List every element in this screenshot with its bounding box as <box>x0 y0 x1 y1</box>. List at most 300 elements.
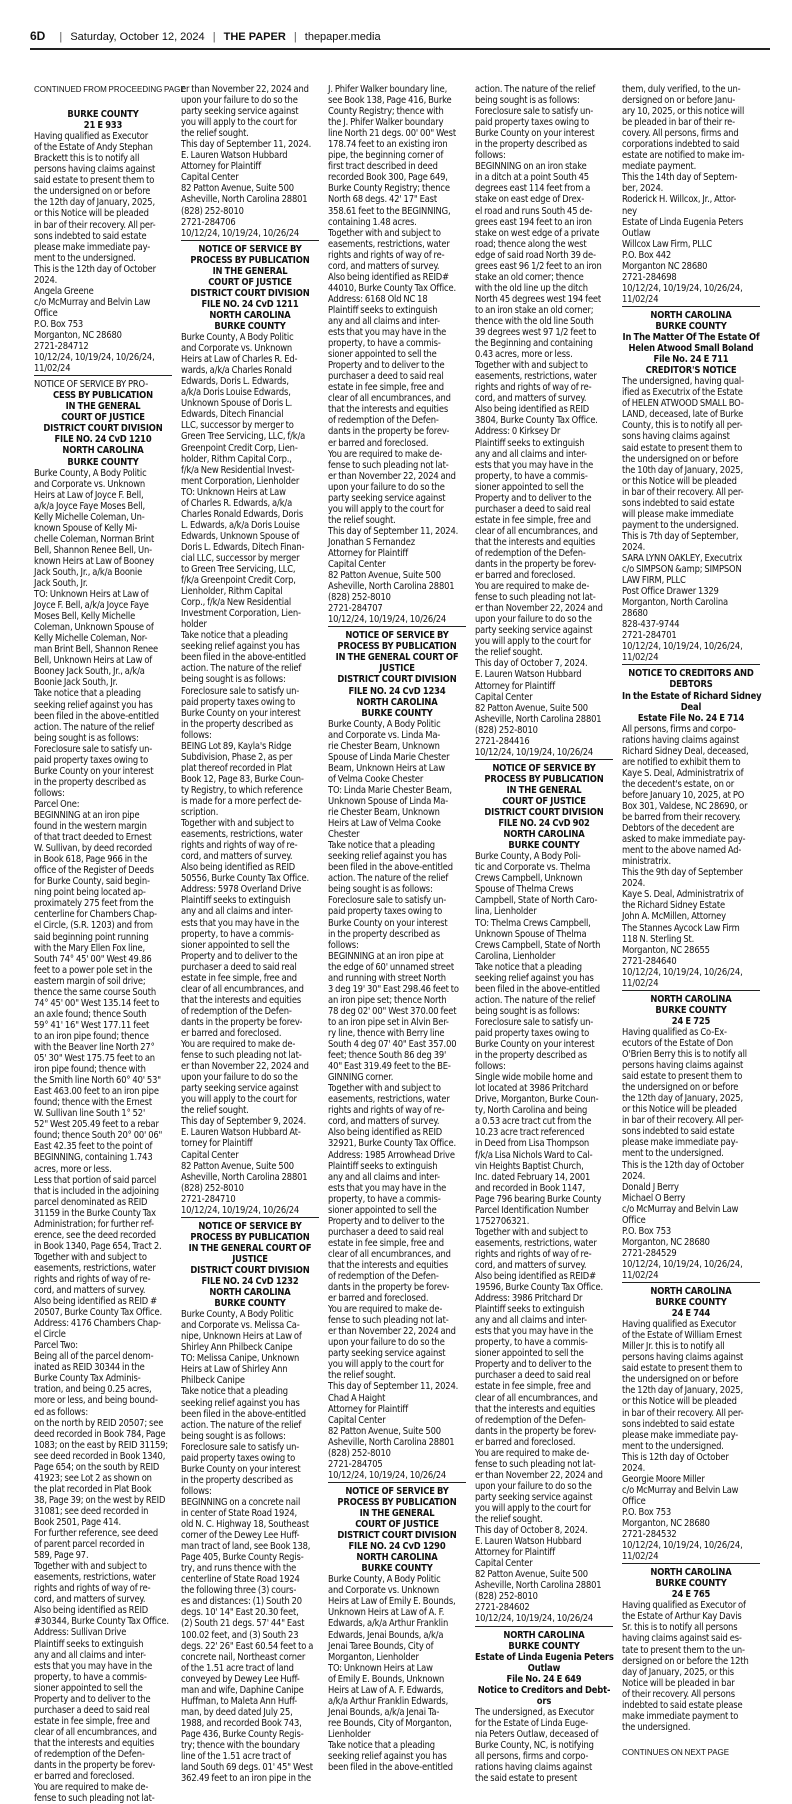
notice-text-line: try; thence with the boundary <box>181 1739 300 1751</box>
notice-text-line: cord, and matters of survey. <box>328 260 440 272</box>
notice-text-line: a/k/a Arthur Franklin Edwards, <box>328 1695 449 1707</box>
notice-text-line: Box 301, Valdese, NC 28690, or <box>622 801 748 812</box>
notice-text-line: fense to such pleading not lat- <box>475 592 596 604</box>
notice-text-line: Heirs at Law of A. F. Edwards, <box>328 1684 444 1696</box>
notice-text-line: Having qualified as Co-Ex- <box>622 1026 727 1038</box>
notice-heading-line: BURKE COUNTY <box>67 109 139 121</box>
notice-text-line: Shirley Ann Philbeck Canipe <box>181 1342 293 1354</box>
notice-text-line: Address: 4176 Chambers Chap- <box>34 1318 161 1330</box>
notice-text-line: dants in the property be forev- <box>475 1425 597 1437</box>
notice-text-line: TO: Unknown Heirs at Law of <box>34 589 149 601</box>
notice-text-line: Chester <box>328 829 360 841</box>
notice-text-line: Capital Center <box>181 1149 239 1161</box>
notice-text-line: Take notice that a pleading <box>475 961 582 973</box>
notice-text-line: Michael O Berry <box>622 1192 686 1204</box>
notice-text-line: Also being identified as REID <box>475 404 590 416</box>
notice-text-line: Spouse of Linda Marie Chester <box>328 751 450 763</box>
notice-text-line: 32921, Burke County Tax Office. <box>328 1138 456 1150</box>
notice-text-line: them, duly verified, to the un- <box>622 84 741 95</box>
notice-text-line: the undersigned on or before <box>34 186 151 198</box>
notice-text-line: the undersigned on or before <box>622 1374 739 1386</box>
column-text <box>622 84 760 1733</box>
notice-text-line: easements, restrictions, water <box>328 238 450 250</box>
notice-heading-line: Deal <box>680 701 702 713</box>
notice-text-line: ber, 2024. <box>622 183 664 195</box>
notice-text-line: Beam, Unknown Heirs at Law <box>328 762 445 774</box>
notice-text-line: BEGINNING on a concrete nail <box>181 1496 301 1508</box>
notice-text-line: property, to have a commis- <box>34 1671 147 1683</box>
notice-text-line: W. Sullivan line South 1° 52' <box>34 1108 146 1120</box>
notice-text-line: property, to have a commis- <box>328 1193 441 1205</box>
notice-heading-line: FILE NO. 24 CvD 902 <box>498 818 590 830</box>
notice-text-line: you will apply to the court for <box>475 1503 591 1514</box>
notice-text-line: 2024. <box>34 274 58 286</box>
notice-text-line: of that tract deeded to Ernest <box>34 832 152 844</box>
notice-text-line: Estate of Linda Eugenia Peters <box>622 216 744 228</box>
header-divider: | <box>212 31 216 43</box>
notice-text-line: of redemption of the Defen- <box>475 547 586 559</box>
notice-heading-line: NORTH CAROLINA <box>650 1567 732 1579</box>
notice-text-line: Greenpoint Credit Corp, Lien- <box>181 442 298 454</box>
notice-divider <box>622 306 760 307</box>
notice-heading-line: DISTRICT COURT DIVISION <box>43 423 163 435</box>
notice-text-line: please make immediate pay- <box>622 1137 739 1149</box>
notice-text-line: the relief sought. <box>181 128 249 140</box>
notice-text-line: Burke County, A Body Politic <box>34 467 147 479</box>
notice-text-line: in Book 618, Page 966 in the <box>34 854 148 866</box>
notice-text-line: been filed in the above-entitled <box>475 983 600 995</box>
notice-text-line: This the 9th day of September <box>622 867 743 879</box>
notice-text-line: LAND, deceased, late of Burke <box>622 409 744 421</box>
notice-text-line: in bar of their recovery. All per- <box>34 219 156 231</box>
notice-text-line: Edwards, Ditech Financial <box>181 409 284 421</box>
notice-text-line: or this Notice will be pleaded <box>622 475 737 487</box>
notice-text-line: 11/02/24 <box>622 293 659 305</box>
notice-text-line: the 12th day of January, 2025, <box>622 1385 743 1397</box>
notice-text-line: nia Peters Outlaw, deceased of <box>475 1728 599 1740</box>
notice-text-line: South 4 deg 07' 40" East 357.00 <box>328 1039 457 1051</box>
notice-text-line: paid property taxes owing to <box>475 117 590 129</box>
notice-text-line: tate to present them to the un- <box>622 1644 745 1656</box>
notice-text-line: P.O. Box 753 <box>34 318 84 330</box>
notice-heading-line: Outlaw <box>527 1662 561 1674</box>
notice-divider <box>622 664 760 665</box>
notice-text-line: ty, North Carolina and being <box>475 1105 588 1117</box>
notice-text-line: Address: 0 Kirksey Dr <box>475 426 561 438</box>
notice-text-line: easements, restrictions, water <box>34 1572 156 1584</box>
notice-heading-line: PROCESS BY PUBLICATION <box>337 1496 457 1508</box>
notice-heading-line: NORTH CAROLINA <box>356 1552 438 1564</box>
notice-text-line: 10.23 acre tract referenced <box>475 1127 585 1139</box>
notice-text-line: Inc. dated February 14, 2001 <box>475 1171 591 1183</box>
notice-heading-line: FILE NO. 24 CvD 1232 <box>201 1276 299 1288</box>
notice-text-line: wards, a/k/a Charles Ronald <box>181 365 292 377</box>
notice-heading-line: 24 E 744 <box>671 1308 711 1320</box>
notice-text-line: and Corporate vs. Melissa Ca- <box>181 1320 300 1332</box>
notice-heading-line: DISTRICT COURT DIVISION <box>190 287 310 299</box>
notice-text-line: Green Tree Servicing, LLC, f/k/a <box>181 431 306 443</box>
notice-text-line: c/o McMurray and Belvin Law <box>622 1484 739 1496</box>
notice-text-line: BEGINNING at an iron pipe at <box>328 950 444 962</box>
notice-text-line: follows: <box>181 729 212 741</box>
notice-text-line: er than November 22, 2024 and <box>328 470 456 482</box>
notice-text-line: 10/12/24, 10/19/24, 10/26/24, <box>622 282 743 294</box>
notice-text-line: in Book 1340, Page 654, Tract 2. <box>34 1240 162 1252</box>
notice-text-line: Together with and subject to <box>328 227 441 239</box>
notice-text-line: 2721-284416 <box>475 735 530 747</box>
notice-text-line: The undersigned, having qual- <box>622 376 744 388</box>
notice-text-line: edge of said road North 39 de- <box>475 249 596 261</box>
notice-divider <box>475 1626 613 1627</box>
notice-text-line: easements, restrictions, water <box>34 1262 156 1274</box>
notice-text-line: Capital Center <box>475 691 533 703</box>
notice-text-line: South 74° 45' 00" West 49.86 <box>34 953 152 965</box>
notice-text-line: office of the Register of Deeds <box>34 865 154 877</box>
notice-heading-line: NOTICE OF SERVICE BY <box>345 630 449 642</box>
notice-text-line: please make immediate pay- <box>622 1429 739 1441</box>
notice-text-line: man tract of land, see Book 138, <box>181 1541 311 1553</box>
notice-text-line: Asheville, North Carolina 28801 <box>181 194 308 206</box>
notice-text-line: rie Chester Beam, Unknown <box>328 807 440 819</box>
notice-text-line: Morganton NC 28680 <box>622 260 708 272</box>
notice-heading-line: NOTICE OF SERVICE BY <box>492 762 596 774</box>
notice-text-line: parcel denominated as REID <box>34 1196 148 1208</box>
notice-heading-line: DISTRICT COURT DIVISION <box>337 674 457 686</box>
notice-text-line: the Beginning and containing <box>475 338 593 350</box>
notice-text-line: 44010, Burke County Tax Office. <box>328 282 456 294</box>
notice-text-line: (828) 252-8010 <box>475 724 538 736</box>
notice-text-line: more or less, and being bound- <box>34 1395 158 1407</box>
notice-heading-line: File No. 24 E 649 <box>506 1673 582 1685</box>
notice-text-line: being sought is as follows: <box>181 674 286 686</box>
notice-text-line: the undersigned. <box>622 1721 691 1733</box>
notice-text-line: lot located at 3986 Pritchard <box>475 1083 589 1095</box>
notice-heading-line: In the Estate of Richard Sidney <box>622 690 762 702</box>
notice-text-line: cial LLC, successor by merger <box>181 552 300 564</box>
notice-text-line: You are required to make de- <box>328 448 443 460</box>
notice-heading-line: IN THE GENERAL <box>506 784 582 796</box>
notice-text-line: Joyce F. Bell, a/k/a Joyce Faye <box>34 600 149 612</box>
notice-text-line: 50556, Burke County Tax Office. <box>181 873 309 885</box>
notice-text-line: Take notice that a pleading <box>34 688 141 700</box>
notice-text-line: asked to make immediate pay- <box>622 834 746 846</box>
notice-text-line: Attorney for Plaintiff <box>181 161 262 173</box>
notice-text-line: 2024. <box>622 1462 646 1474</box>
notice-text-line: follows: <box>475 1061 506 1073</box>
notice-text-line: on the north by REID 20507; see <box>34 1417 164 1429</box>
notice-text-line: Morganton, NC 28680 <box>34 329 122 341</box>
notice-text-line: that the interests and equities <box>328 1259 449 1271</box>
notice-text-line: L. Edwards, a/k/a Doris Louise <box>181 519 300 531</box>
notice-text-line: rights and rights of way of re- <box>475 1248 592 1260</box>
notice-text-line: been filed in the above-entitled <box>328 1762 453 1774</box>
notice-text-line: ning point being located ap- <box>34 887 146 899</box>
notice-text-line: clear of all encumbrances, and <box>328 1248 451 1260</box>
notice-text-line: any and all claims and inter- <box>328 315 440 327</box>
notice-text-line: a 0.53 acre tract cut from the <box>475 1116 592 1128</box>
notice-text-line: cord, and matters of survey. <box>475 393 587 405</box>
notice-text-line: Edwards, a/k/a Arthur Franklin <box>328 1618 449 1630</box>
notice-text-line: estate in fee simple, free and <box>475 514 591 526</box>
notice-text-line: 2721-284712 <box>34 341 89 353</box>
notice-text-line: to Green Tree Servicing, LLC, <box>181 564 296 576</box>
notice-heading-line: JUSTICE <box>232 1253 268 1265</box>
notice-text-line: 28680 <box>622 608 648 620</box>
notice-text-line: This day of September 9, 2024. <box>181 1116 306 1128</box>
notice-text-line: fense to such pleading not lat- <box>475 1458 596 1470</box>
notice-text-line: action. The nature of the relief <box>181 663 302 675</box>
notice-text-line: sioner appointed to sell the <box>181 939 290 951</box>
notice-text-line: rights and rights of way of re- <box>328 249 445 261</box>
notice-text-line: known Heirs at Law of Booney <box>34 555 154 567</box>
notice-text-line: 11/02/24 <box>622 1269 659 1281</box>
notice-text-line: persons having claims against <box>34 164 156 176</box>
notice-text-line: an iron pipe set; thence North <box>328 994 447 1006</box>
notice-text-line: in the property described as <box>34 776 146 788</box>
notice-text-line: Attorney for Plaintiff <box>475 680 556 692</box>
notice-text-line: This is the 12th day of October <box>622 1159 744 1171</box>
notice-text-line: party seeking service against <box>181 1083 299 1095</box>
notice-text-line: rights and rights of way of re- <box>181 840 298 852</box>
notice-text-line: 82 Patton Avenue, Suite 500 <box>328 570 441 582</box>
notice-text-line: W. Sullivan, by deed recorded <box>34 843 153 855</box>
notice-text-line: upon your failure to do so the <box>328 481 445 493</box>
notice-text-line: the following three (3) cours- <box>181 1585 297 1597</box>
notice-text-line: ecutors of the Estate of Don <box>622 1037 733 1049</box>
notice-text-line: holder, Rithm Capital Corp., <box>181 453 292 465</box>
notice-text-line: P.O. Box 442 <box>622 249 672 261</box>
notice-text-line: 59° 41' 16" West 177.11 feet <box>34 1019 150 1031</box>
notice-text-line: 52" West 205.49 feet to a rebar <box>34 1119 159 1131</box>
notice-heading-line: COURT OF JUSTICE <box>61 412 145 424</box>
notice-text-line: 82 Patton Avenue, Suite 500 <box>475 702 588 714</box>
notice-heading-line: IN THE GENERAL COURT OF <box>335 652 459 664</box>
notice-text-line: Charles Ronald Edwards, Doris <box>181 508 304 520</box>
notice-text-line: rights and rights of way of re- <box>328 1105 445 1117</box>
notice-text-line: ests that you may have in the <box>34 1660 153 1672</box>
notice-text-line: Plaintiff seeks to extinguish <box>34 1638 144 1650</box>
notice-text-line: found; thence with the Ernest <box>34 1097 152 1109</box>
notice-text-line: 40" East 319.49 feet to the BE- <box>328 1061 451 1073</box>
notice-text-line: having claims against said es- <box>622 1633 742 1645</box>
notice-text-line: any and all claims and inter- <box>475 448 587 460</box>
notice-heading-line: DEBTORS <box>669 679 713 691</box>
notice-text-line: ment to the undersigned. <box>34 252 136 264</box>
notice-text-line: ests that you may have in the <box>475 459 594 471</box>
notice-text-line: party seeking service against <box>475 1491 593 1503</box>
notice-text-line: to an iron pipe set in Alvin Ber- <box>328 1016 449 1028</box>
notice-heading-line: BURKE COUNTY <box>655 1297 727 1309</box>
notice-text-line: said estate to present them to <box>622 1071 743 1083</box>
notice-text-line: upon your failure to do so the <box>328 1337 445 1349</box>
notice-text-line: party seeking service against <box>328 1348 446 1360</box>
notice-text-line: Doris L. Edwards, Ditech Finan- <box>181 541 305 553</box>
notice-text-line: 2721-284640 <box>622 955 677 967</box>
notice-text-line: containing 1.48 acres. <box>328 216 417 228</box>
notice-text-line: c/o McMurray and Belvin Law <box>622 1203 739 1215</box>
notice-text-line: Heirs at Law of Emily E. Bounds, <box>328 1596 456 1608</box>
notice-text-line: sioner appointed to sell the <box>328 349 437 361</box>
notice-text-line: fense to such pleading not lat- <box>181 1050 302 1062</box>
notice-text-line: Kelly Michelle Coleman, Un- <box>34 511 145 523</box>
notice-text-line: er barred and foreclosed. <box>475 570 576 582</box>
notice-text-line: Bell, Unknown Heirs at Law of <box>34 655 153 667</box>
notice-text-line: stake an old corner; thence <box>475 271 584 283</box>
notice-heading-line: CREDITOR'S NOTICE <box>645 365 737 377</box>
notice-text-line: easements, restrictions, water <box>181 829 303 841</box>
notice-text-line: Roderick H. Willcox, Jr., Attor- <box>622 194 737 206</box>
notice-text-line: GINNING corner. <box>328 1072 394 1084</box>
notice-heading-line: Estate of Linda Eugenia Peters <box>475 1651 614 1663</box>
notice-text-line: dants in the property be forev- <box>34 1760 156 1772</box>
notice-text-line: Together with and subject to <box>34 1251 147 1263</box>
notice-text-line: Address: Sullivan Drive <box>34 1627 127 1639</box>
notice-text-line: Plaintiff seeks to extinguish <box>328 304 438 316</box>
notice-text-line: torney for Plaintiff <box>181 1138 253 1150</box>
notice-text-line: Page 796 bearing Burke County <box>475 1193 602 1205</box>
notice-text-line: that the interests and equities <box>181 994 302 1006</box>
notice-text-line: to an iron pipe found; thence <box>34 1030 149 1042</box>
notice-text-line: rights and rights of way of re- <box>34 1583 151 1595</box>
notice-text-line: ry line, thence with Berry line <box>328 1027 445 1039</box>
notice-text-line: that is included in the adjoining <box>34 1185 159 1197</box>
notice-text-line: grees east 194 feet to an iron <box>475 216 592 228</box>
notice-text-line: follows: <box>181 1485 212 1497</box>
notice-text-line: dants in the property be forev- <box>475 559 597 571</box>
notice-text-line: you will apply to the court for <box>328 503 444 515</box>
notice-text-line: Lienholder, Rithm Capital <box>181 586 283 598</box>
notice-text-line: in center of State Road 1924, <box>181 1508 298 1519</box>
notice-text-line: Moses Bell, Kelly Michelle <box>34 611 136 623</box>
notice-text-line: 11/02/24 <box>622 977 659 989</box>
notice-text-line: of redemption of the Defen- <box>181 1005 292 1017</box>
notice-text-line: thence the same course South <box>34 986 156 998</box>
notice-text-line: This day of October 7, 2024. <box>475 658 588 670</box>
notice-text-line: 10/12/24, 10/19/24, 10/26/24 <box>181 227 300 239</box>
notice-text-line: Burke County on your interest <box>181 1463 301 1475</box>
notice-text-line: in the property described as <box>181 1474 293 1486</box>
notice-text-line: rie Chester Beam, Unknown <box>328 740 440 752</box>
notice-text-line: Heirs at Law of Joyce F. Bell, <box>34 489 144 501</box>
notice-text-line: the relief sought. <box>328 514 396 526</box>
notice-text-line: Boonie Jack South, Jr. <box>34 677 118 689</box>
notice-text-line: acres, more or less. <box>34 1163 112 1175</box>
notice-heading-line: BURKE COUNTY <box>361 707 433 719</box>
notice-text-line: 3804, Burke County Tax Office. <box>475 415 598 427</box>
notice-text-line: any and all claims and inter- <box>475 1315 587 1327</box>
notice-text-line: 82 Patton Avenue, Suite 500 <box>475 1569 588 1581</box>
notice-text-line: a/k/a Doris Louise Edwards, <box>181 387 291 399</box>
notice-text-line: Willcox Law Firm, PLLC <box>622 238 712 250</box>
notice-text-line: property, to have a commis- <box>181 928 294 940</box>
column-text <box>34 109 172 1804</box>
notice-text-line: Jenai Bounds, a/k/a Jenai Ta- <box>328 1706 440 1718</box>
notice-text-line: Edwards, Unknown Spouse of <box>181 530 300 542</box>
paper-website: thepaper.media <box>304 31 381 43</box>
notice-heading-line: ors <box>536 1695 552 1707</box>
notice-heading-line: BURKE COUNTY <box>655 1004 727 1016</box>
notice-text-line: Parcel Identification Number <box>475 1204 589 1216</box>
notice-text-line: You are required to make de- <box>475 581 590 593</box>
notice-text-line: Also being identified as REID <box>181 862 296 874</box>
notice-heading-line: FILE NO. 24 CvD 1210 <box>54 434 152 446</box>
notice-text-line: er barred and foreclosed. <box>328 1293 429 1305</box>
notice-text-line: Kaye S. Deal, Administratrix of <box>622 889 744 901</box>
notice-text-line: of redemption of the Defen- <box>328 415 439 427</box>
notice-text-line: easements, restrictions, water <box>475 371 597 383</box>
notice-heading-line: COURT OF JUSTICE <box>502 796 586 807</box>
notice-text-line: BEING Lot 89, Kayla's Ridge <box>181 740 292 752</box>
notice-text-line: Foreclosure sale to satisfy un- <box>181 685 300 697</box>
notice-heading-line: 21 E 933 <box>83 120 123 132</box>
notice-text-line: purchaser a deed to said real <box>181 961 297 973</box>
notice-text-line: dants in the property be forev- <box>328 1282 450 1294</box>
notice-text-line: that the interests and equities <box>475 536 596 548</box>
notice-text-line: Address: 1985 Arrowhead Drive <box>328 1149 455 1161</box>
column-text <box>328 84 466 1773</box>
notice-text-line: seeking relief against you has <box>475 972 594 984</box>
notice-text-line: and Corporate vs. Unknown <box>328 1585 440 1597</box>
notice-heading-line: PROCESS BY PUBLICATION <box>190 254 310 266</box>
notice-text-line: been filed in the above-entitled <box>34 710 159 722</box>
notice-text-line: 2024. <box>622 541 646 553</box>
continued-to-note: CONTINUES ON NEXT PAGE <box>622 1747 730 1757</box>
notice-text-line: 2024. <box>622 1170 646 1182</box>
notice-text-line: to an iron stake an old corner; <box>475 304 594 316</box>
notice-text-line: 82 Patton Avenue, Suite 500 <box>328 1425 441 1437</box>
notice-text-line: Heirs at Law of Velma Cooke <box>328 818 441 830</box>
notice-text-line: O'Brien Berry this is to notify all <box>622 1049 747 1061</box>
notice-text-line: BEGINNING on an iron stake <box>475 161 587 173</box>
notice-text-line: upon your failure to do so the <box>475 614 592 626</box>
notice-text-line: Page 654; on the south by REID <box>34 1461 160 1473</box>
notice-text-line: er than November 22, 2024 and <box>475 603 603 615</box>
continued-from-note: CONTINUED FROM PROCEEDING PAGE <box>34 85 186 94</box>
notice-text-line: Single wide mobile home and <box>475 1072 593 1084</box>
notice-text-line: Parcel Two: <box>34 1340 78 1352</box>
notice-text-line: fense to such pleading not lat- <box>328 459 449 471</box>
notice-text-line: for Burke County, said begin- <box>34 876 150 888</box>
notice-text-line: Capital Center <box>328 1414 386 1426</box>
notice-heading-line: Estate File No. 24 E 714 <box>637 712 745 724</box>
notice-text-line: Foreclosure sale to satisfy un- <box>181 1441 300 1453</box>
notice-text-line: 2721-284707 <box>328 603 383 615</box>
notice-text-line: lina, Lienholder <box>475 906 537 918</box>
notice-text-line: rations having claims against <box>622 734 740 746</box>
notice-heading-line: CESS BY PUBLICATION <box>53 390 153 402</box>
notice-text-line: thence with the old line South <box>475 315 594 327</box>
notice-text-line: ified as Executrix of the Estate <box>622 387 743 399</box>
notice-text-line: 1988, and recorded Book 743, <box>181 1717 302 1729</box>
notice-text-line: Corp., f/k/a New Residential <box>181 597 292 609</box>
notice-text-line: of their recovery. All persons <box>622 1688 735 1700</box>
notice-text-line: The Stannes Aycock Law Firm <box>622 922 740 934</box>
spacer <box>34 95 172 109</box>
notice-text-line: 10/12/24, 10/19/24, 10/26/24, <box>622 1540 743 1552</box>
notice-text-line: (828) 252-8010 <box>181 205 244 217</box>
notice-text-line: ment to the undersigned. <box>622 1148 724 1160</box>
notice-text-line: seeking relief against you has <box>328 1751 447 1763</box>
notice-text-line: Plaintiff seeks to extinguish <box>475 437 585 449</box>
notice-text-line: chelle Coleman, Norman Brint <box>34 533 155 545</box>
notice-text-line: of the Estate of Andy Stephan <box>34 142 153 154</box>
notice-text-line: or this Notice will be pleaded <box>622 1396 737 1408</box>
notice-text-line: of Velma Cooke Chester <box>328 773 424 785</box>
notice-text-line: Asheville, North Carolina 28801 <box>475 1580 602 1592</box>
notice-text-line: any and all claims and inter- <box>181 906 293 918</box>
notice-heading-line: BURKE COUNTY <box>655 320 727 332</box>
notice-text-line: ree Bounds, City of Morganton, <box>328 1717 452 1729</box>
